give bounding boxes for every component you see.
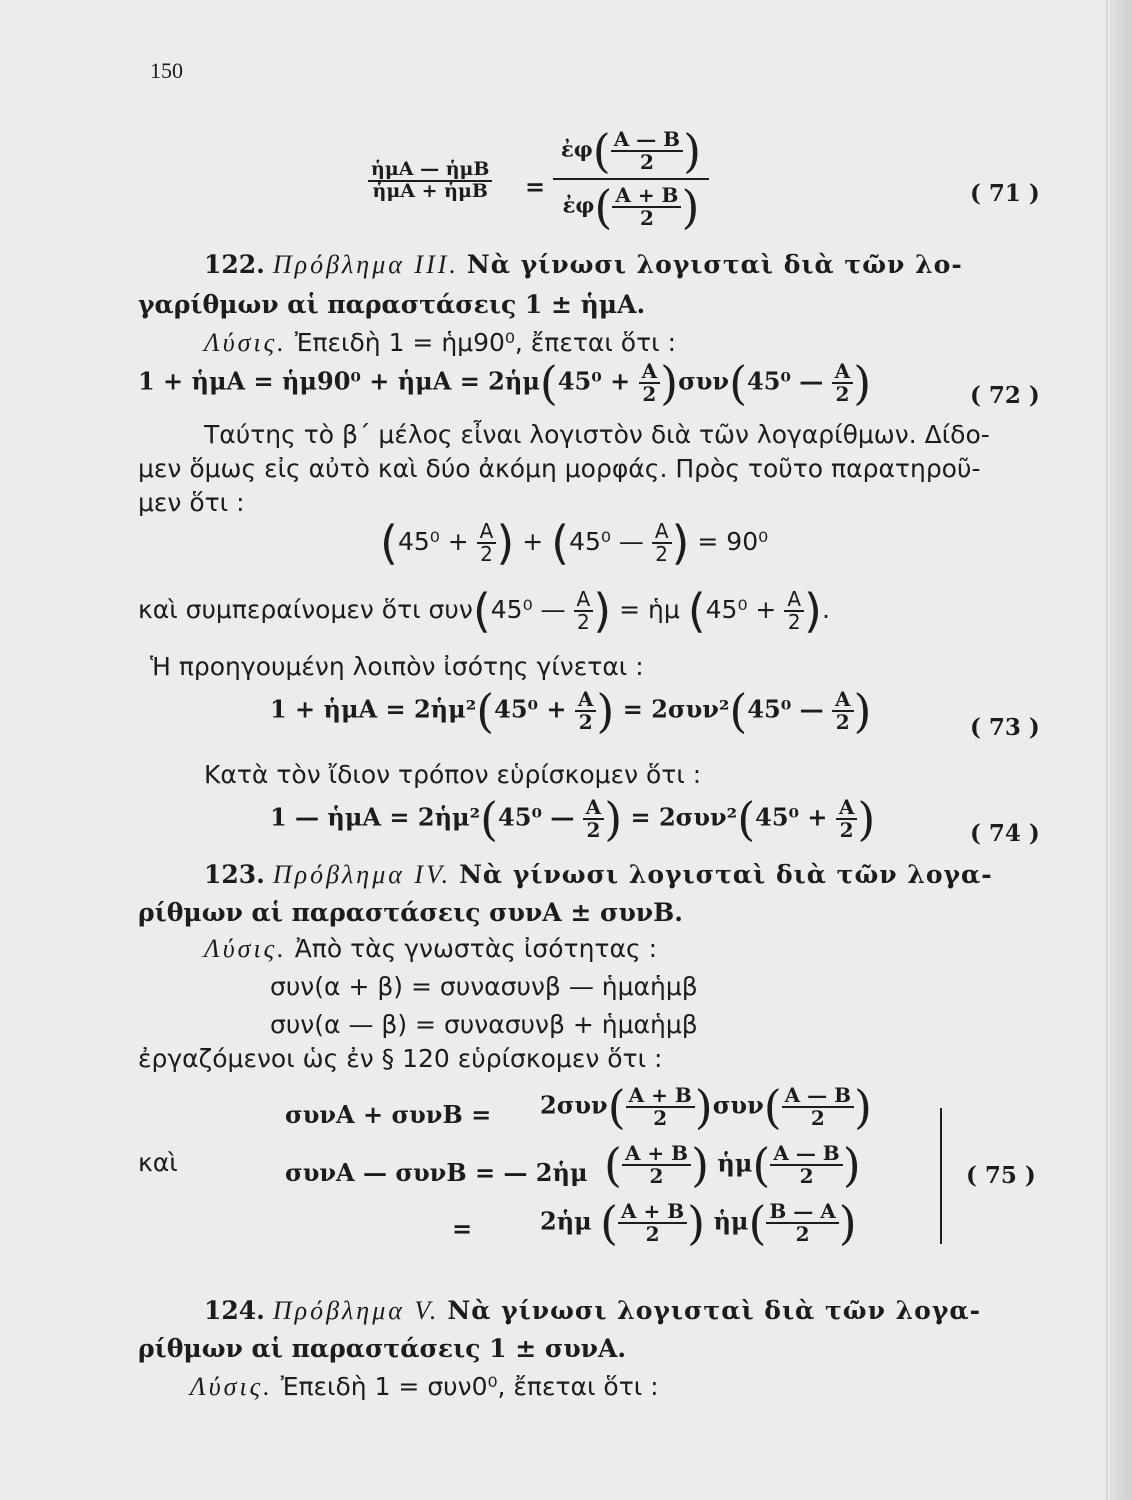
conclusion-line: καὶ συμπεραίνομεν ὅτι συν(45⁰ — $\frac{A}{2}$ ) = ἡμ (45⁰ + $\frac{A}{2}$ ). [138, 584, 830, 638]
paragraph-line: Ταύτης τὸ β΄ μέλος εἶναι λογιστὸν διὰ τῶν λογαρίθμων. Δίδο- [204, 420, 990, 449]
problem-label: Πρόβλημα IV. [272, 860, 452, 889]
page-edge [1106, 0, 1108, 1500]
problem-124-heading [204, 1296, 981, 1326]
eq74: 1 — ἡμA = 2ἡμ²(45⁰ — $\frac{A}{2}$ ) = 2συν²(45⁰ + $\frac{A}{2}$ ) [270, 792, 876, 846]
problem-statement: Νὰ γίνωσι λογισταὶ διὰ τῶν λογα- [459, 860, 993, 889]
problem-124-lysis: Λύσις. Ἐπειδὴ 1 = συν0⁰, ἔπεται ὅτι : [190, 1372, 659, 1401]
paragraph-line: μεν ὅτι : [138, 488, 245, 517]
problem-123-heading [204, 860, 993, 890]
kai-label: καὶ [138, 1148, 178, 1177]
paragraph-line: μεν ὅμως εἰς αὐτὸ καὶ δύο ἀκόμη μορφάς. Πρὸς τοῦτο παρατηροῦ- [138, 454, 981, 483]
section-number: 123. [204, 860, 265, 889]
identity-line: συν(α — β) = συνασυνβ + ἡμαἡμβ [270, 1010, 698, 1039]
eq75-row2-rhs: ( $\frac{A + B}{2}$ ) ἡμ( $\frac{A — B}{2}$ ) [604, 1138, 861, 1192]
eq75-number: ( 75 ) [966, 1162, 1036, 1189]
eq75-row1-rhs: 2συν( $\frac{A + B}{2}$ )συν( $\frac{A — B}{2}$ ) [540, 1080, 872, 1134]
eq72: 1 + ἡμA = ἡμ90⁰ + ἡμA = 2ἡμ(45⁰ + $\frac{A}{2}$ )συν(45⁰ — $\frac{A}{2}$ ) [138, 356, 872, 410]
problem-122-lysis: Λύσις. Ἐπειδὴ 1 = ἡμ90⁰, ἔπεται ὅτι : [204, 328, 676, 357]
identity-line: συν(α + β) = συνασυνβ — ἡμαἡμβ [270, 972, 698, 1001]
eq75-row3-rhs: 2ἡμ ( $\frac{A + B}{2}$ ) ἡμ( $\frac{B — A}{2}$ ) [540, 1196, 857, 1250]
section-number: 124. [204, 1296, 265, 1325]
eq71-number: ( 71 ) [970, 180, 1040, 207]
eq75-row2-lhs: συνA — συνB = — 2ἡμ [285, 1158, 588, 1187]
problem-123-line2: ρίθμων αἱ παραστάσεις συνA ± συνB. [138, 898, 683, 927]
eq71-rhs: ἐφ( $\frac{A — B}{2}$ ) ἐφ( $\frac{A + B}{2}$ ) [553, 128, 709, 230]
page-edge-shadow [1110, 0, 1132, 1500]
problem-label: Πρόβλημα III. [272, 250, 459, 279]
problem-statement: Νὰ γίνωσι λογισταὶ διὰ τῶν λογα- [447, 1296, 981, 1325]
page-number: 150 [150, 58, 183, 83]
brace [940, 1108, 942, 1244]
eq72-number: ( 72 ) [970, 382, 1040, 409]
text-line: Ἡ προηγουμένη λοιπὸν ἰσότης γίνεται : [150, 652, 644, 681]
section-number: 122. [204, 250, 265, 279]
eq75-row1-lhs: συνA + συνB = [285, 1100, 492, 1129]
problem-122-heading [204, 250, 963, 280]
eq71-equals: = [525, 172, 546, 201]
problem-123-lysis: Λύσις. Ἀπὸ τὰς γνωστὰς ἰσότητας : [204, 934, 657, 963]
eq73-number: ( 73 ) [970, 714, 1040, 741]
problem-statement: Νὰ γίνωσι λογισταὶ διὰ τῶν λο- [466, 250, 963, 279]
eq75-row3-lhs: = [452, 1214, 473, 1243]
eq74-number: ( 74 ) [970, 820, 1040, 847]
eq71-lhs: $\frac{\text{ἡμA — ἡμB}}{\text{ἡμA + ἡμB}}$ [368, 160, 492, 202]
problem-label: Πρόβλημα V. [272, 1296, 440, 1325]
eq-sum: (45⁰ + $\frac{A}{2}$ ) + (45⁰ — $\frac{A}{2}$ ) = 90⁰ [380, 516, 769, 570]
problem-122-line2: γαρίθμων αἱ παραστάσεις 1 ± ἡμA. [138, 290, 646, 319]
text-line: ἐργαζόμενοι ὡς ἐν § 120 εὑρίσκομεν ὅτι : [138, 1044, 663, 1073]
text-line: Κατὰ τὸν ἴδιον τρόπον εὑρίσκομεν ὅτι : [204, 760, 702, 789]
eq73: 1 + ἡμA = 2ἡμ²(45⁰ + $\frac{A}{2}$ ) = 2συν²(45⁰ — $\frac{A}{2}$ ) [270, 684, 872, 738]
problem-124-line2: ρίθμων αἱ παραστάσεις 1 ± συνA. [138, 1334, 627, 1363]
